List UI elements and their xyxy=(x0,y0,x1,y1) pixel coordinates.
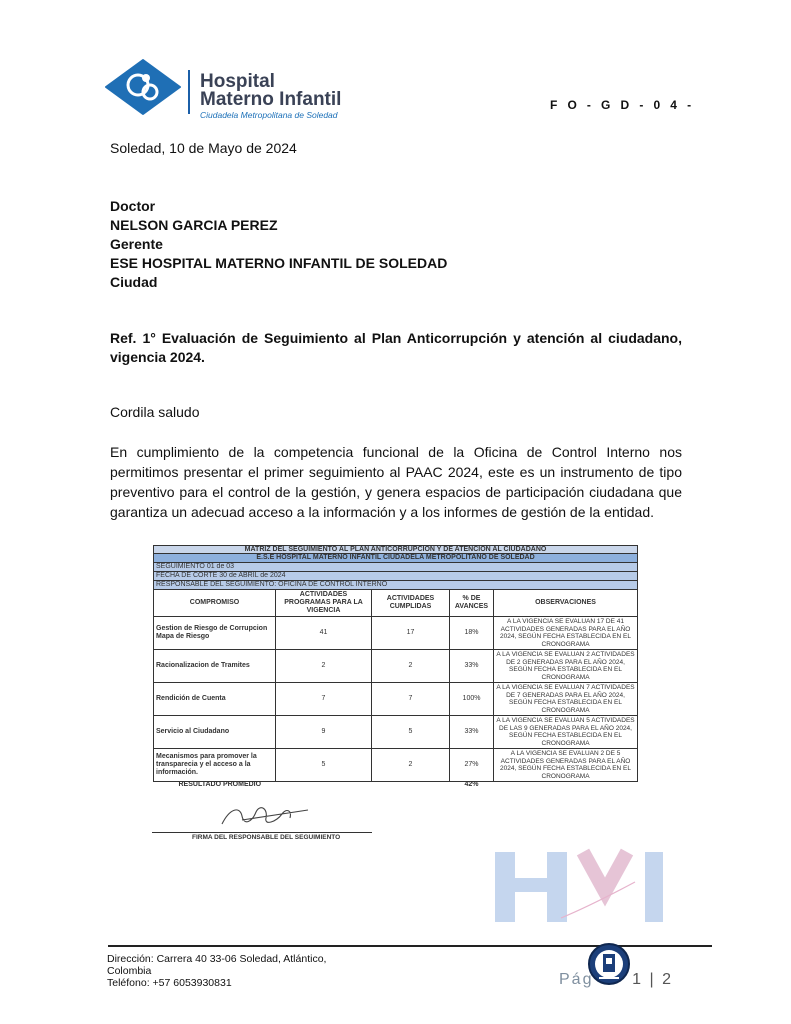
row-avance: 100% xyxy=(450,683,494,716)
col-header-avance: % DE AVANCES xyxy=(450,590,494,617)
signature-line xyxy=(152,832,372,833)
row-compromiso: Rendición de Cuenta xyxy=(154,683,276,716)
letter-date: Soledad, 10 de Mayo de 2024 xyxy=(110,140,297,156)
signature-block xyxy=(152,802,372,842)
row-observaciones: A LA VIGENCIA SE EVALUAN 7 ACTIVIDADES DE 7 GENERADAS PARA EL AÑO 2024, SEGÚN FECHA ESTABLECIDA EN EL CRONOGRAMA xyxy=(494,683,638,716)
result-label: RESULTADO PROMEDIO xyxy=(178,781,262,788)
row-cumplidas: 7 xyxy=(372,683,450,716)
row-programadas: 7 xyxy=(276,683,372,716)
result-value: 42% xyxy=(464,781,479,788)
matrix-header-row xyxy=(154,590,638,617)
row-avance: 33% xyxy=(450,716,494,749)
hospital-seal-icon xyxy=(587,938,631,990)
col-header-observaciones: OBSERVACIONES xyxy=(494,590,638,617)
row-cumplidas: 2 xyxy=(372,650,450,683)
document-code: F O - G D - 0 4 - xyxy=(550,98,695,112)
matrix-seguimiento: SEGUIMIENTO 01 de 03 xyxy=(154,563,638,572)
row-avance: 27% xyxy=(450,749,494,782)
row-cumplidas: 17 xyxy=(372,617,450,650)
footer-address: Dirección: Carrera 40 33-06 Soledad, Atlántico, Colombia xyxy=(107,953,327,977)
row-observaciones: A LA VIGENCIA SE EVALUAN 2 DE 5 ACTIVIDADES GENERADAS PARA EL AÑO 2024, SEGÚN FECHA ESTABLECIDA EN EL CRONOGRAMA xyxy=(494,749,638,782)
page-number: 1 | 2 xyxy=(632,971,673,988)
table-row xyxy=(154,683,638,716)
recipient-block xyxy=(110,197,447,292)
hospital-logo xyxy=(104,58,364,120)
row-programadas: 9 xyxy=(276,716,372,749)
signature-mark xyxy=(212,802,332,832)
recipient-organization: ESE HOSPITAL MATERNO INFANTIL DE SOLEDAD xyxy=(110,255,448,271)
signature-label: FIRMA DEL RESPONSABLE DEL SEGUIMIENTO xyxy=(192,834,341,841)
table-row xyxy=(154,617,638,650)
row-avance: 18% xyxy=(450,617,494,650)
logo-line-1: Hospital xyxy=(200,71,275,92)
reference-line: Ref. 1° Evaluación de Seguimiento al Plan Anticorrupción y atención al ciudadano, vigencia 2024. xyxy=(110,330,682,365)
body-paragraph: En cumplimiento de la competencia funcional de la Oficina de Control Interno nos permitimos presentar el primer seguimiento al PAAC 2024, este es un instrumento de tipo preventivo para el control de la gestión, y genera espacios de participación ciudadana que garantiza un adecuad acceso a la información y a los informes de gestión de la entidad. xyxy=(110,444,682,520)
matrix-entity: E.S.E HOSPITAL MATERNO INFANTIL CIUDADELA METROPOLITANO DE SOLEDAD xyxy=(154,554,638,563)
row-observaciones: A LA VIGENCIA SE EVALUAN 5 ACTIVIDADES DE LAS 9 GENERADAS PARA EL AÑO 2024, SEGÚN FECHA ESTABLECIDA EN EL CRONOGRAMA xyxy=(494,716,638,749)
recipient-name: NELSON GARCIA PEREZ xyxy=(110,217,278,233)
recipient-city: Ciudad xyxy=(110,274,158,290)
table-row xyxy=(154,716,638,749)
matrix-title: MATRIZ DEL SEGUIMIENTO AL PLAN ANTICORRUPCION Y DE ATENCION AL CIUDADANO xyxy=(154,546,638,554)
row-programadas: 2 xyxy=(276,650,372,683)
logo-separator xyxy=(188,70,190,114)
table-row xyxy=(154,749,638,782)
logo-line-2: Materno Infantil xyxy=(200,89,342,110)
matrix-responsable: RESPONSABLE DEL SEGUIMIENTO: OFICINA DE CONTROL INTERNO xyxy=(154,581,638,590)
footer-contact xyxy=(107,953,347,989)
greeting: Cordila saludo xyxy=(110,404,200,420)
row-compromiso: Mecanismos para promover la transparecia y el acceso a la información. xyxy=(154,749,276,782)
matrix-fecha-corte: FECHA DE CORTE 30 de ABRIL de 2024 xyxy=(154,572,638,581)
col-header-cumplidas: ACTIVIDADES CUMPLIDAS xyxy=(372,590,450,617)
result-row xyxy=(154,782,638,789)
row-observaciones: A LA VIGENCIA SE EVALUAN 2 ACTIVIDADES DE 2 GENERADAS PARA EL AÑO 2024, SEGÚN FECHA ESTABLECIDA EN EL CRONOGRAMA xyxy=(494,650,638,683)
row-avance: 33% xyxy=(450,650,494,683)
hospital-logo-icon xyxy=(104,58,182,116)
hmi-watermark xyxy=(495,852,670,922)
row-observaciones: A LA VIGENCIA SE EVALUAN 17 DE 41 ACTIVIDADES GENERADAS PARA EL AÑO 2024, SEGÚN FECHA ESTABLECIDA EN EL CRONOGRAMA xyxy=(494,617,638,650)
row-compromiso: Gestion de Riesgo de Corrupcion Mapa de Riesgo xyxy=(154,617,276,650)
row-programadas: 41 xyxy=(276,617,372,650)
recipient-title: Doctor xyxy=(110,198,156,214)
anticorruption-matrix xyxy=(153,545,637,788)
recipient-position: Gerente xyxy=(110,236,163,252)
row-cumplidas: 5 xyxy=(372,716,450,749)
table-row xyxy=(154,650,638,683)
row-programadas: 5 xyxy=(276,749,372,782)
row-compromiso: Servicio al Ciudadano xyxy=(154,716,276,749)
logo-line-3: Ciudadela Metropolitana de Soledad xyxy=(200,110,338,120)
col-header-programadas: ACTIVIDADES PROGRAMAS PARA LA VIGENCIA xyxy=(276,590,372,617)
col-header-compromiso: COMPROMISO xyxy=(154,590,276,617)
page-label: Pág xyxy=(559,971,594,988)
footer-phone: Teléfono: +57 6053930831 xyxy=(107,977,232,989)
row-cumplidas: 2 xyxy=(372,749,450,782)
row-compromiso: Racionalizacion de Tramites xyxy=(154,650,276,683)
